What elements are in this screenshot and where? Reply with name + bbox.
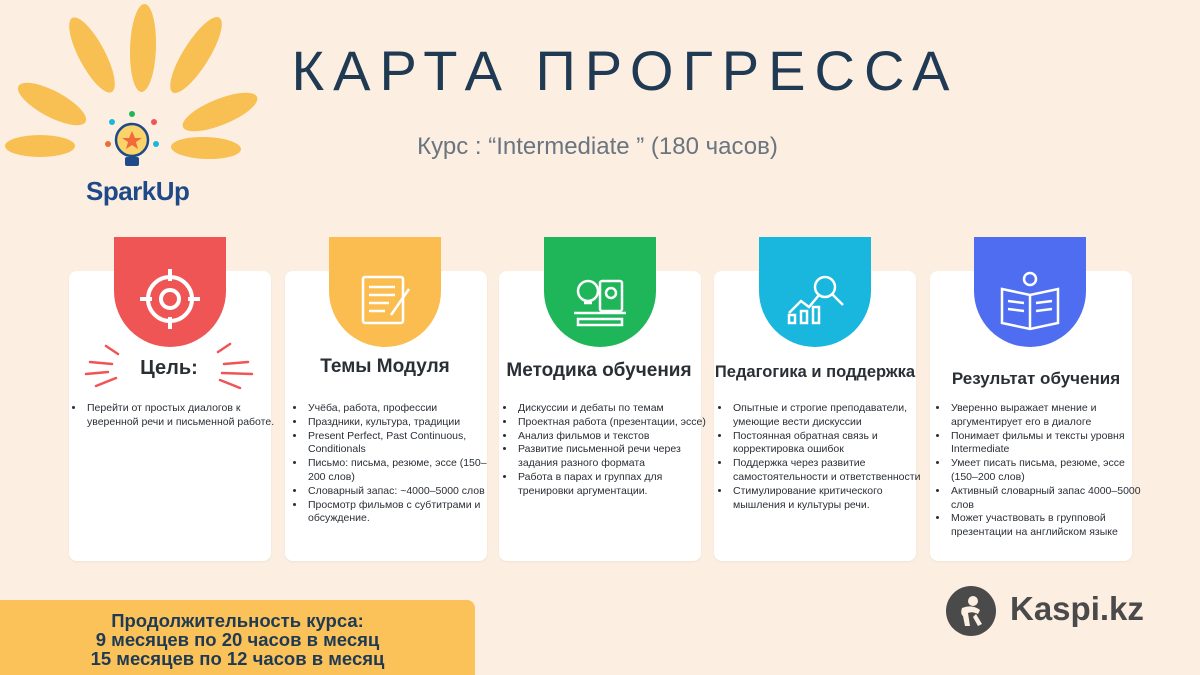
list-item: • Present Perfect, Past Continuous, Conditionals [306, 430, 501, 458]
document-edit-icon [329, 237, 441, 347]
list-item: • Дискуссии и дебаты по темам [516, 402, 711, 416]
card-method-tab [544, 237, 656, 347]
list-item: • Постоянная обратная связь и корректировка ошибок [731, 430, 926, 458]
list-item: • Развитие письменной речи через задания разного формата [516, 443, 711, 471]
logo-text: SparkUp [86, 176, 190, 206]
course-duration-box [0, 600, 475, 675]
list-item: • Поддержка через развитие самостоятельности и ответственности [731, 457, 926, 485]
list-item: • Может участвовать в групповой презентации на английском языке [949, 512, 1144, 540]
card-topics-tab [329, 237, 441, 347]
card-method-list [503, 402, 711, 499]
list-item: • Письмо: письма, резюме, эссе (150–200 слов) [306, 457, 501, 485]
kaspi-logo [946, 586, 1176, 636]
card-result-list [936, 402, 1144, 540]
card-topics-list [293, 402, 501, 526]
list-item: • Опытные и строгие преподаватели, умеющие вести дискуссии [731, 402, 926, 430]
idea-book-icon [544, 237, 656, 347]
list-item: • Умеет писать письма, резюме, эссе (150–200 слов) [949, 457, 1144, 485]
card-goal-tab [114, 237, 226, 347]
list-item: • Просмотр фильмов с субтитрами и обсуждение. [306, 499, 501, 527]
duration-option-2: 15 месяцев по 12 часов в месяц [90, 648, 385, 669]
card-result-title: Результат обучения [951, 369, 1121, 388]
list-item: • Уверенно выражает мнение и аргументирует его в диалоге [949, 402, 1144, 430]
kaspi-person-icon [946, 586, 996, 636]
list-item: • Понимает фильмы и тексты уровня Intermediate [949, 430, 1144, 458]
card-method-title: Методика обучения [506, 360, 692, 381]
checklist-book-icon [974, 237, 1086, 347]
duration-option-1: 9 месяцев по 20 часов в месяц [95, 629, 380, 650]
list-item: • Праздники, культура, традиции [306, 416, 501, 430]
list-item: • Перейти от простых диалогов к уверенной речи и письменной работе. [85, 402, 280, 430]
list-item: • Анализ фильмов и текстов [516, 430, 711, 444]
card-pedagogy-title: Педагогика и поддержка [714, 363, 916, 381]
card-goal-list [72, 402, 280, 430]
list-item: • Проектная работа (презентации, эссе) [516, 416, 711, 430]
list-item: • Работа в парах и группах для тренировки аргументации. [516, 471, 711, 499]
list-item: • Учёба, работа, профессии [306, 402, 501, 416]
card-result-tab [974, 237, 1086, 347]
page-subtitle: Курс : “Intermediate ” (180 часов) [417, 133, 778, 160]
card-pedagogy-tab [759, 237, 871, 347]
list-item: • Словарный запас: ~4000–5000 слов [306, 485, 501, 499]
sparkup-logo [0, 0, 260, 230]
card-topics-title: Темы Модуля [320, 356, 450, 377]
page-title: КАРТА ПРОГРЕССА [291, 39, 959, 102]
analytics-magnifier-icon [759, 237, 871, 347]
card-goal-title: Цель: [140, 357, 198, 379]
duration-heading: Продолжительность курса: [111, 610, 364, 631]
list-item: • Стимулирование критического мышления и культуры речи. [731, 485, 926, 513]
target-icon [114, 237, 226, 347]
card-pedagogy-list [718, 402, 926, 512]
kaspi-label: Kaspi.kz [1010, 590, 1144, 627]
list-item: • Активный словарный запас 4000–5000 слов [949, 485, 1144, 513]
